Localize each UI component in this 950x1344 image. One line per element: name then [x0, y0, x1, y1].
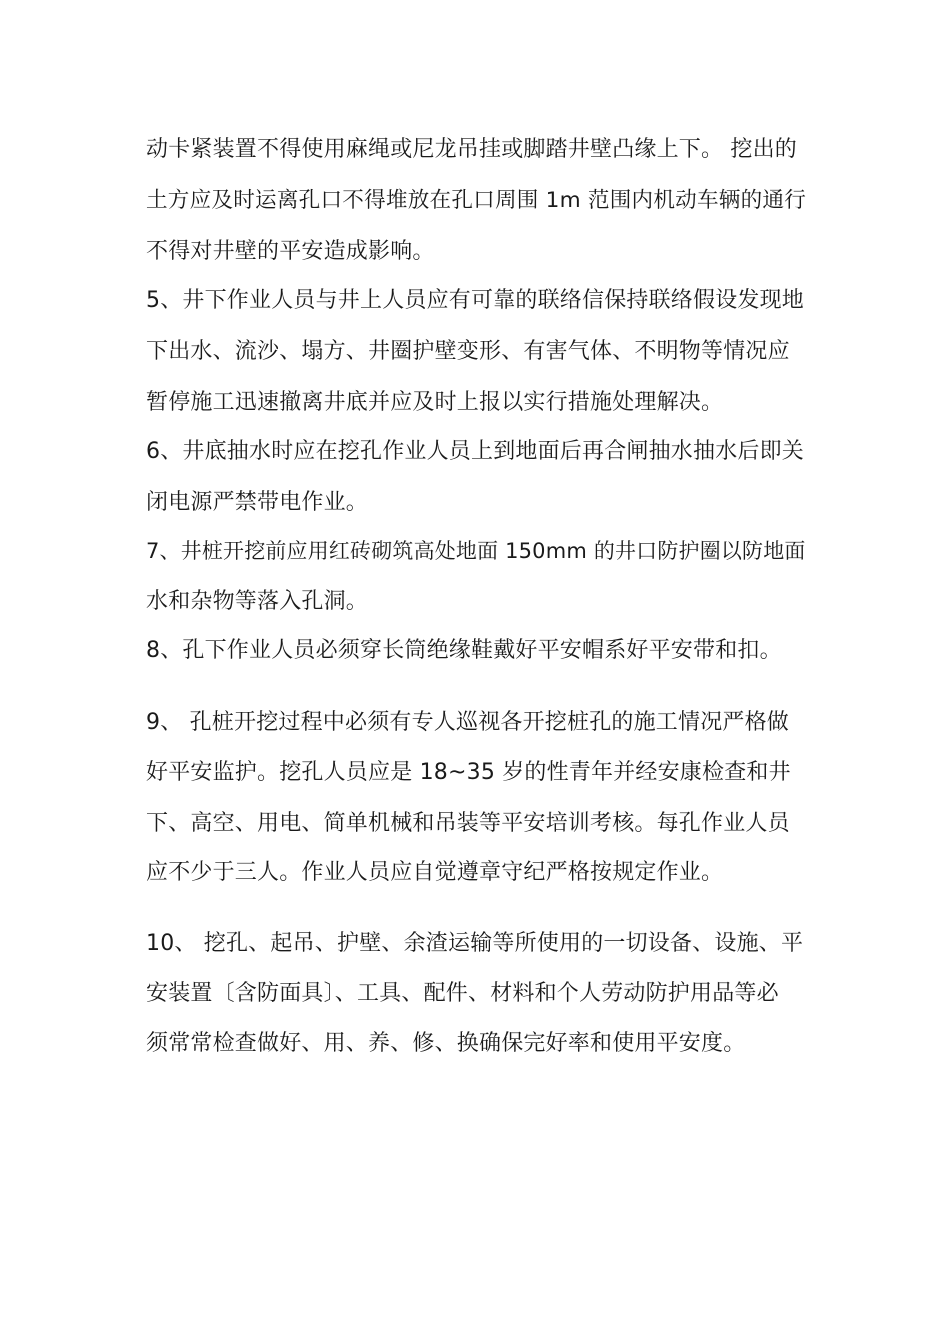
text-line: 10、 挖孔、起吊、护壁、余渣运输等所使用的一切设备、设施、平	[146, 931, 804, 956]
text-line: 动卡紧装置不得使用麻绳或尼龙吊挂或脚踏井壁凸缘上下。 挖出的	[146, 137, 797, 162]
text-line: 好平安监护。挖孔人员应是 18~35 岁的性青年并经安康检查和井	[146, 760, 791, 785]
text-line: 安装置〔含防面具〕、工具、配件、材料和个人劳动防护用品等必	[146, 981, 779, 1006]
text-line: 7、井桩开挖前应用红砖砌筑高处地面 150mm 的井口防护圈以防地面	[146, 539, 806, 563]
text-line: 6、井底抽水时应在挖孔作业人员上到地面后再合闸抽水抽水后即关	[146, 439, 804, 464]
text-line: 下出水、流沙、塌方、井圈护壁变形、有害气体、不明物等情况应	[146, 339, 790, 364]
text-line: 8、孔下作业人员必须穿长筒绝缘鞋戴好平安帽系好平安带和扣。	[146, 638, 782, 663]
text-line: 暂停施工迅速撤离井底并应及时上报以实行措施处理解决。	[146, 390, 724, 415]
text-line: 5、井下作业人员与井上人员应有可靠的联络信保持联络假设发现地	[146, 288, 804, 313]
text-line: 闭电源严禁带电作业。	[146, 490, 369, 515]
text-line: 应不少于三人。作业人员应自觉遵章守纪严格按规定作业。	[146, 860, 724, 885]
text-line: 水和杂物等落入孔洞。	[146, 589, 369, 614]
text-line: 土方应及时运离孔口不得堆放在孔口周围 1m 范围内机动车辆的通行	[146, 188, 806, 213]
text-line: 须常常检查做好、用、养、修、换确保完好率和使用平安度。	[146, 1031, 746, 1056]
text-line: 下、高空、用电、简单机械和吊装等平安培训考核。每孔作业人员	[146, 811, 790, 836]
text-line: 9、 孔桩开挖过程中必须有专人巡视各开挖桩孔的施工情况严格做	[146, 710, 789, 735]
text-line: 不得对井壁的平安造成影响。	[146, 239, 435, 264]
